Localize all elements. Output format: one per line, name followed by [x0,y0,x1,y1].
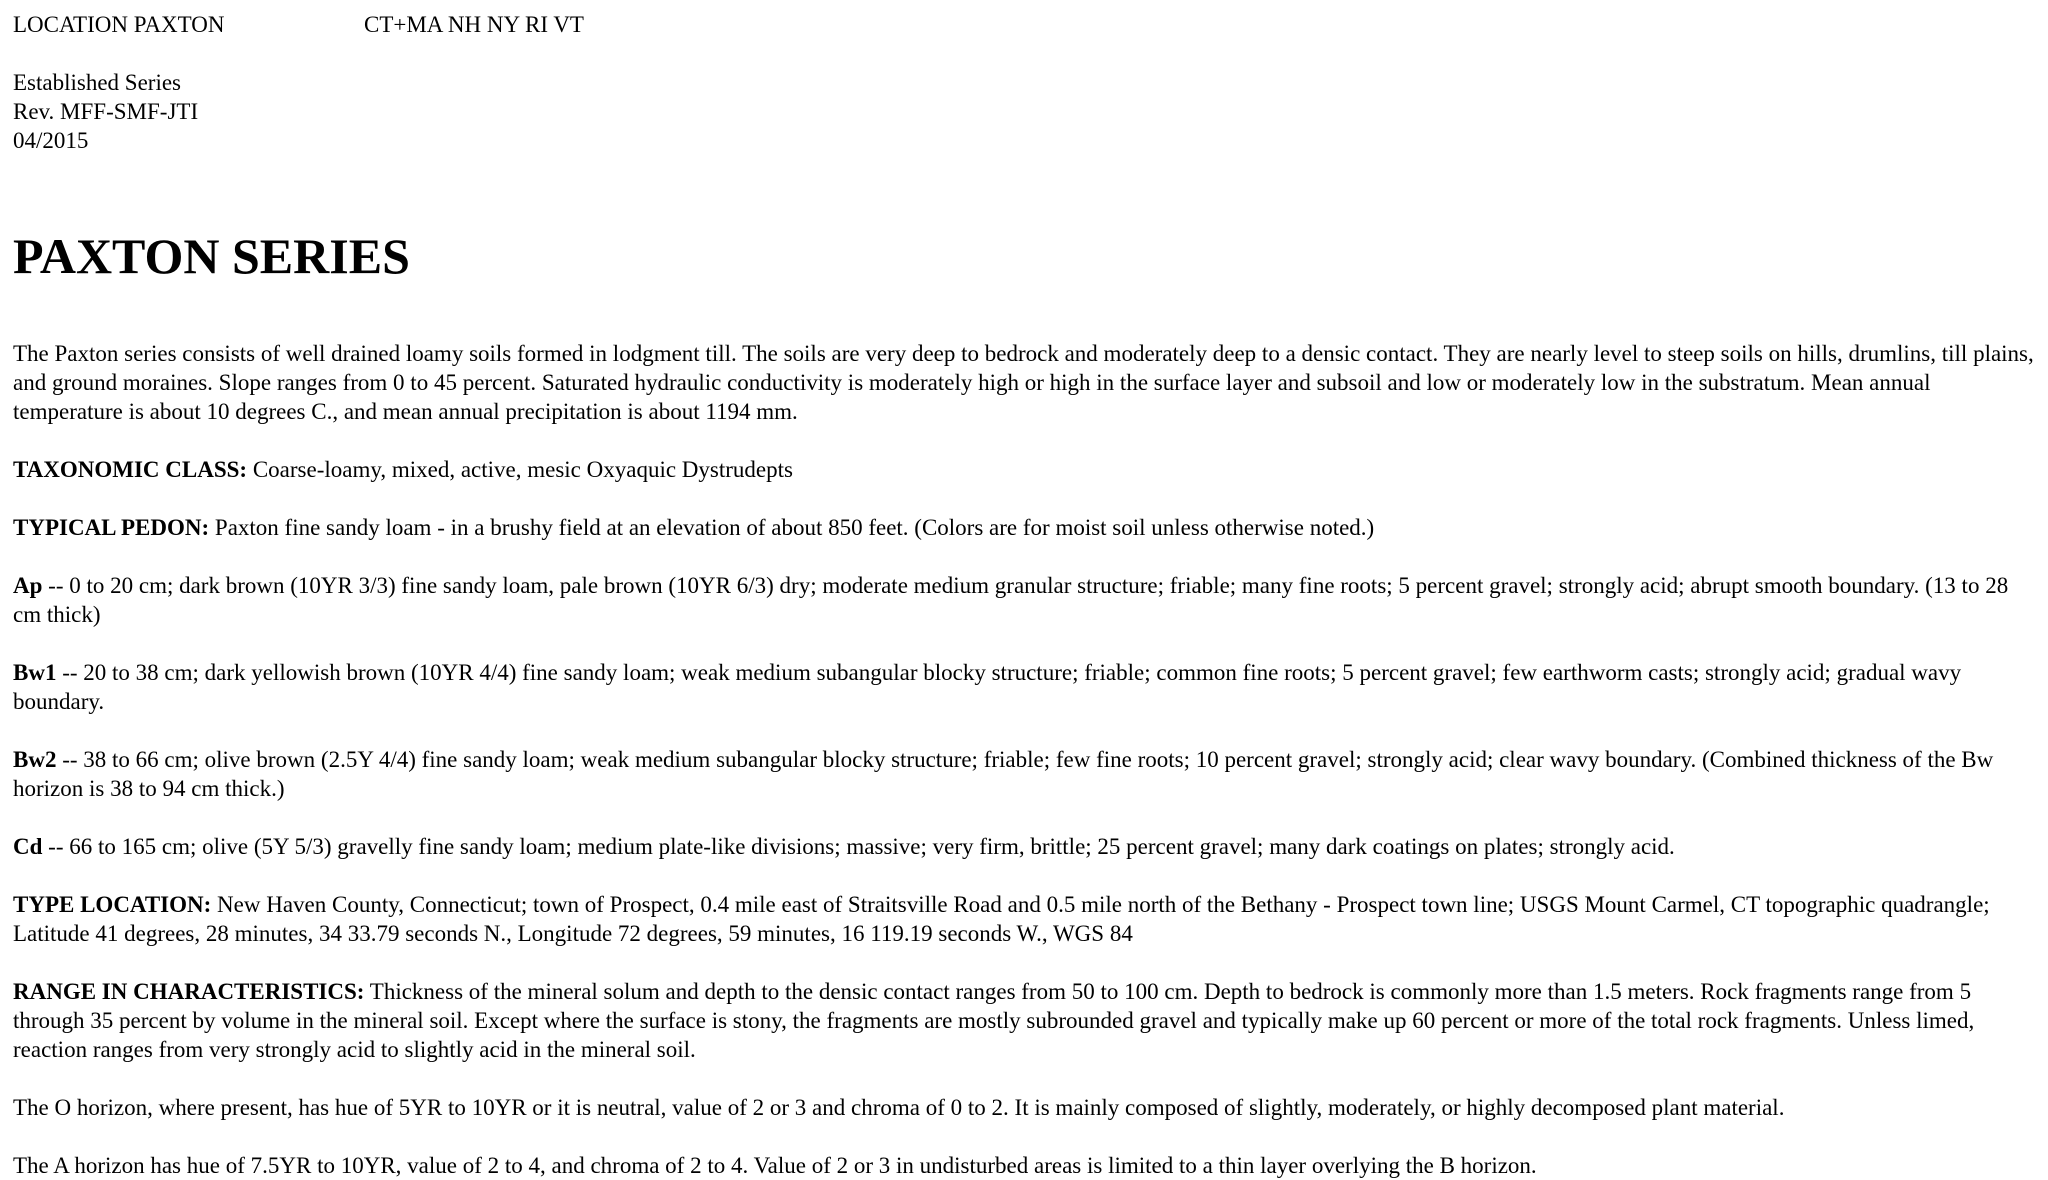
horizon-name: Ap [13,573,43,598]
horizon-description: -- 66 to 165 cm; olive (5Y 5/3) gravelly fine sandy loam; medium plate-like divisions; massive; very firm, brittle; 25 percent gravel; many dark coatings on plates; strongly acid. [42,834,1675,859]
location-states: CT+MA NH NY RI VT [364,12,584,37]
typical-pedon-label: TYPICAL PEDON: [13,515,210,540]
horizon-bw1 [13,658,2035,716]
taxonomic-class [13,455,2035,484]
document-page [13,10,2035,1178]
type-location-text: New Haven County, Connecticut; town of Prospect, 0.4 mile east of Straitsville Road and 0.5 mile north of the Bethany - Prospect town line; USGS Mount Carmel, CT topographic quadrangle; Latitude 41 degrees, 28 minutes, 34 33.79 seconds N., Longitude 72 degrees, 59 minutes, 16 119.19 seconds W., WGS 84 [13,892,1990,946]
typical-pedon [13,513,2035,542]
a-horizon-paragraph-cut [13,1151,2035,1178]
location-line [13,10,2035,39]
range-label: RANGE IN CHARACTERISTICS: [13,979,365,1004]
taxonomic-class-text: Coarse-loamy, mixed, active, mesic Oxyaquic Dystrudepts [247,457,793,482]
type-location [13,890,2035,948]
intro-paragraph: The Paxton series consists of well drained loamy soils formed in lodgment till. The soils are very deep to bedrock and moderately deep to a densic contact. They are nearly level to steep soils on hills, drumlins, till plains, and ground moraines. Slope ranges from 0 to 45 percent. Saturated hydraulic conductivity is moderately high or high in the surface layer and subsoil and low or moderately low in the substratum. Mean annual temperature is about 10 degrees C., and mean annual precipitation is about 1194 mm. [13,341,2034,424]
horizon-description: -- 20 to 38 cm; dark yellowish brown (10YR 4/4) fine sandy loam; weak medium subangular blocky structure; friable; common fine roots; 5 percent gravel; few earthworm casts; strongly acid; gradual wavy boundary. [13,660,1962,714]
revision-date: 04/2015 [13,128,89,153]
horizon-cd [13,832,2035,861]
horizon-ap [13,571,2035,629]
revision-line: Rev. MFF-SMF-JTI [13,99,199,124]
typical-pedon-text: Paxton fine sandy loam - in a brushy field at an elevation of about 850 feet. (Colors are for moist soil unless otherwise noted.) [209,515,1375,540]
document-body [13,339,2035,1178]
o-horizon-paragraph: The O horizon, where present, has hue of 5YR to 10YR or it is neutral, value of 2 or 3 and chroma of 0 to 2. It is mainly composed of slightly, moderately, or highly decomposed plant material. [13,1095,1785,1120]
series-meta [13,68,2035,155]
range-in-characteristics [13,977,2035,1064]
taxonomic-class-label: TAXONOMIC CLASS: [13,457,248,482]
horizon-description: -- 0 to 20 cm; dark brown (10YR 3/3) fine sandy loam, pale brown (10YR 6/3) dry; moderate medium granular structure; friable; many fine roots; 5 percent gravel; strongly acid; abrupt smooth boundary. (13 to 28 cm thick) [13,573,2009,627]
horizon-description: -- 38 to 66 cm; olive brown (2.5Y 4/4) fine sandy loam; weak medium subangular blocky structure; friable; few fine roots; 10 percent gravel; strongly acid; clear wavy boundary. (Combined thickness of the Bw horizon is 38 to 94 cm thick.) [13,747,1994,801]
horizon-name: Cd [13,834,43,859]
horizon-name: Bw2 [13,747,57,772]
range-text: Thickness of the mineral solum and depth to the densic contact ranges from 50 to 100 cm. Depth to bedrock is commonly more than 1.5 meters. Rock fragments range from 5 through 35 percent by volume in the mineral soil. Except where the surface is stony, the fragments are mostly subrounded gravel and typically make up 60 percent or more of the total rock fragments. Unless limed, reaction ranges from very strongly acid to slightly acid in the mineral soil. [13,979,1975,1062]
horizon-bw2 [13,745,2035,803]
page-title: PAXTON SERIES [13,228,410,284]
series-status: Established Series [13,70,181,95]
a-horizon-text: The A horizon has hue of 7.5YR to 10YR, value of 2 to 4, and chroma of 2 to 4. Value of 2 or 3 in undisturbed areas is limited to a thin layer overlying the B horizon. [13,1153,1537,1178]
type-location-label: TYPE LOCATION: [13,892,212,917]
horizon-name: Bw1 [13,660,57,685]
location-name: LOCATION PAXTON [13,12,225,37]
